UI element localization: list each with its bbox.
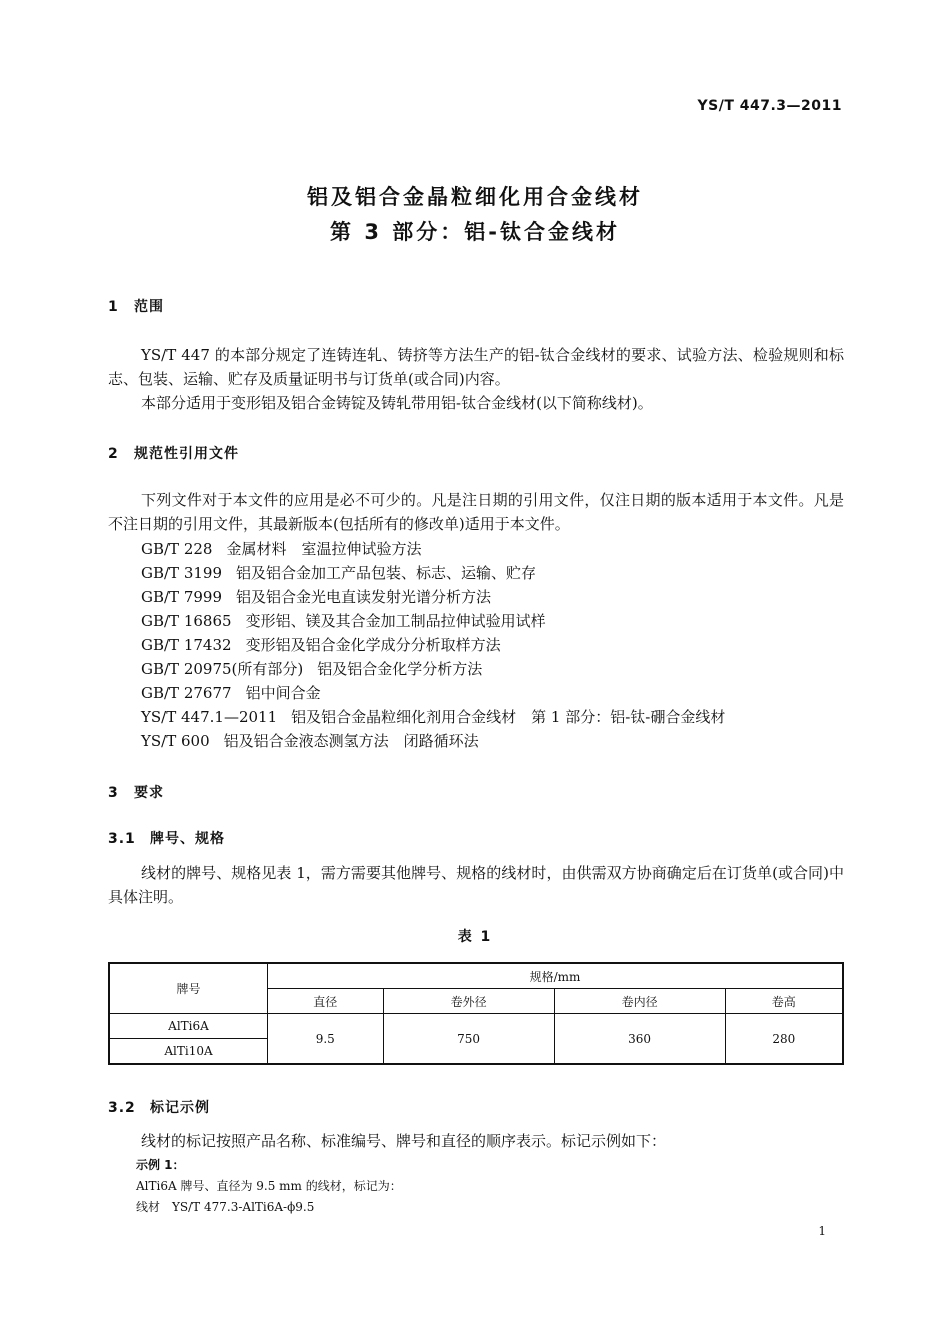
table-header-row xyxy=(109,963,843,989)
reference-code: GB/T 27677 xyxy=(141,684,232,702)
reference-item xyxy=(141,537,725,561)
section-3-1-heading xyxy=(108,828,225,848)
section-1-heading xyxy=(108,296,164,316)
section-3-number: 3 xyxy=(108,785,119,801)
page-number: 1 xyxy=(818,1224,826,1238)
marking-paragraph: 线材的标记按照产品名称、标准编号、牌号和直径的顺序表示。标记示例如下： xyxy=(141,1132,667,1150)
header-grade: 牌号 xyxy=(109,963,268,1014)
section-3-2-number: 3.2 xyxy=(108,1100,136,1116)
section-3-2-title: 标记示例 xyxy=(150,1100,210,1116)
example-description: AlTi6A 牌号、直径为 9.5 mm 的线材，标记为： xyxy=(136,1179,402,1193)
document-subtitle: 第 3 部分：铝-钛合金线材 xyxy=(330,220,620,244)
diameter-value: 9.5 xyxy=(268,1014,384,1065)
reference-title: 铝及铝合金化学分析方法 xyxy=(317,660,483,678)
reference-item xyxy=(141,609,725,633)
scope-paragraph-2: 本部分适用于变形铝及铝合金铸锭及铸轧带用铝-钛合金线材(以下简称线材)。 xyxy=(141,394,653,412)
inner-diameter-value: 360 xyxy=(554,1014,725,1065)
reference-title: 变形铝、镁及其合金加工制品拉伸试验用试样 xyxy=(245,612,546,630)
reference-item xyxy=(141,585,725,609)
reference-title: 铝中间合金 xyxy=(245,684,321,702)
section-3-heading xyxy=(108,782,164,802)
header-diameter: 直径 xyxy=(268,989,384,1014)
grade-cell: AlTi10A xyxy=(109,1039,268,1065)
reference-title: 铝及铝合金光电直读发射光谱分析方法 xyxy=(236,588,492,606)
reference-item xyxy=(141,681,725,705)
reference-item xyxy=(141,633,725,657)
grade-spec-paragraph: 线材的牌号、规格见表 1，需方需要其他牌号、规格的线材时，由供需双方协商确定后在订货单(或合同)中具体注明。 xyxy=(108,864,844,906)
table-row xyxy=(109,1014,843,1039)
section-2-heading xyxy=(108,443,239,463)
reference-item xyxy=(141,729,725,753)
normative-references-intro: 下列文件对于本文件的应用是必不可少的。凡是注日期的引用文件，仅注日期的版本适用于本文件。凡是不注日期的引用文件，其最新版本(包括所有的修改单)适用于本文件。 xyxy=(108,491,844,533)
reference-item xyxy=(141,705,725,729)
section-3-title: 要求 xyxy=(134,785,164,801)
reference-item xyxy=(141,657,725,681)
reference-code: GB/T 7999 xyxy=(141,588,223,606)
section-2-number: 2 xyxy=(108,446,119,462)
reference-title: 金属材料 室温拉伸试验方法 xyxy=(226,540,422,558)
section-2-title: 规范性引用文件 xyxy=(134,446,239,462)
section-3-1-number: 3.1 xyxy=(108,831,136,847)
document-title: 铝及铝合金晶粒细化用合金线材 xyxy=(307,185,643,209)
reference-code: GB/T 16865 xyxy=(141,612,232,630)
reference-code: YS/T 447.1—2011 xyxy=(141,708,278,726)
reference-title: 铝及铝合金加工产品包装、标志、运输、贮存 xyxy=(236,564,537,582)
reference-code: GB/T 20975(所有部分) xyxy=(141,660,304,678)
section-3-1-title: 牌号、规格 xyxy=(150,831,225,847)
section-3-2-heading xyxy=(108,1097,210,1117)
section-3-2-body xyxy=(108,1129,844,1153)
outer-diameter-value: 750 xyxy=(383,1014,554,1065)
table-caption: 表 1 xyxy=(457,929,493,945)
header-spec: 规格/mm xyxy=(268,963,844,989)
reference-code: YS/T 600 xyxy=(141,732,210,750)
example-marking: 线材 YS/T 477.3-AlTi6A-ϕ9.5 xyxy=(136,1200,315,1214)
reference-title: 铝及铝合金晶粒细化剂用合金线材 第 1 部分：铝-钛-硼合金线材 xyxy=(291,708,726,726)
section-1-title: 范围 xyxy=(134,299,164,315)
coil-height-value: 280 xyxy=(725,1014,843,1065)
reference-title: 铝及铝合金液态测氢方法 闭路循环法 xyxy=(223,732,479,750)
section-1-number: 1 xyxy=(108,299,119,315)
reference-code: GB/T 17432 xyxy=(141,636,232,654)
section-1-body xyxy=(108,343,844,415)
header-outer-diameter: 卷外径 xyxy=(383,989,554,1014)
section-2-intro xyxy=(108,488,844,536)
header-coil-height: 卷高 xyxy=(725,989,843,1014)
grade-cell: AlTi6A xyxy=(109,1014,268,1039)
reference-code: GB/T 228 xyxy=(141,540,213,558)
marking-example xyxy=(136,1155,402,1218)
example-label: 示例 1： xyxy=(136,1158,185,1172)
scope-paragraph-1: YS/T 447 的本部分规定了连铸连轧、铸挤等方法生产的铝-钛合金线材的要求、试验方法、检验规则和标志、包装、运输、贮存及质量证明书与订货单(或合同)内容。 xyxy=(108,346,844,388)
header-inner-diameter: 卷内径 xyxy=(554,989,725,1014)
section-3-1-body xyxy=(108,861,844,909)
standard-number: YS/T 447.3—2011 xyxy=(697,98,842,114)
reference-title: 变形铝及铝合金化学成分分析取样方法 xyxy=(245,636,501,654)
reference-item xyxy=(141,561,725,585)
reference-list xyxy=(141,537,725,753)
reference-code: GB/T 3199 xyxy=(141,564,223,582)
spec-table xyxy=(108,962,844,1065)
